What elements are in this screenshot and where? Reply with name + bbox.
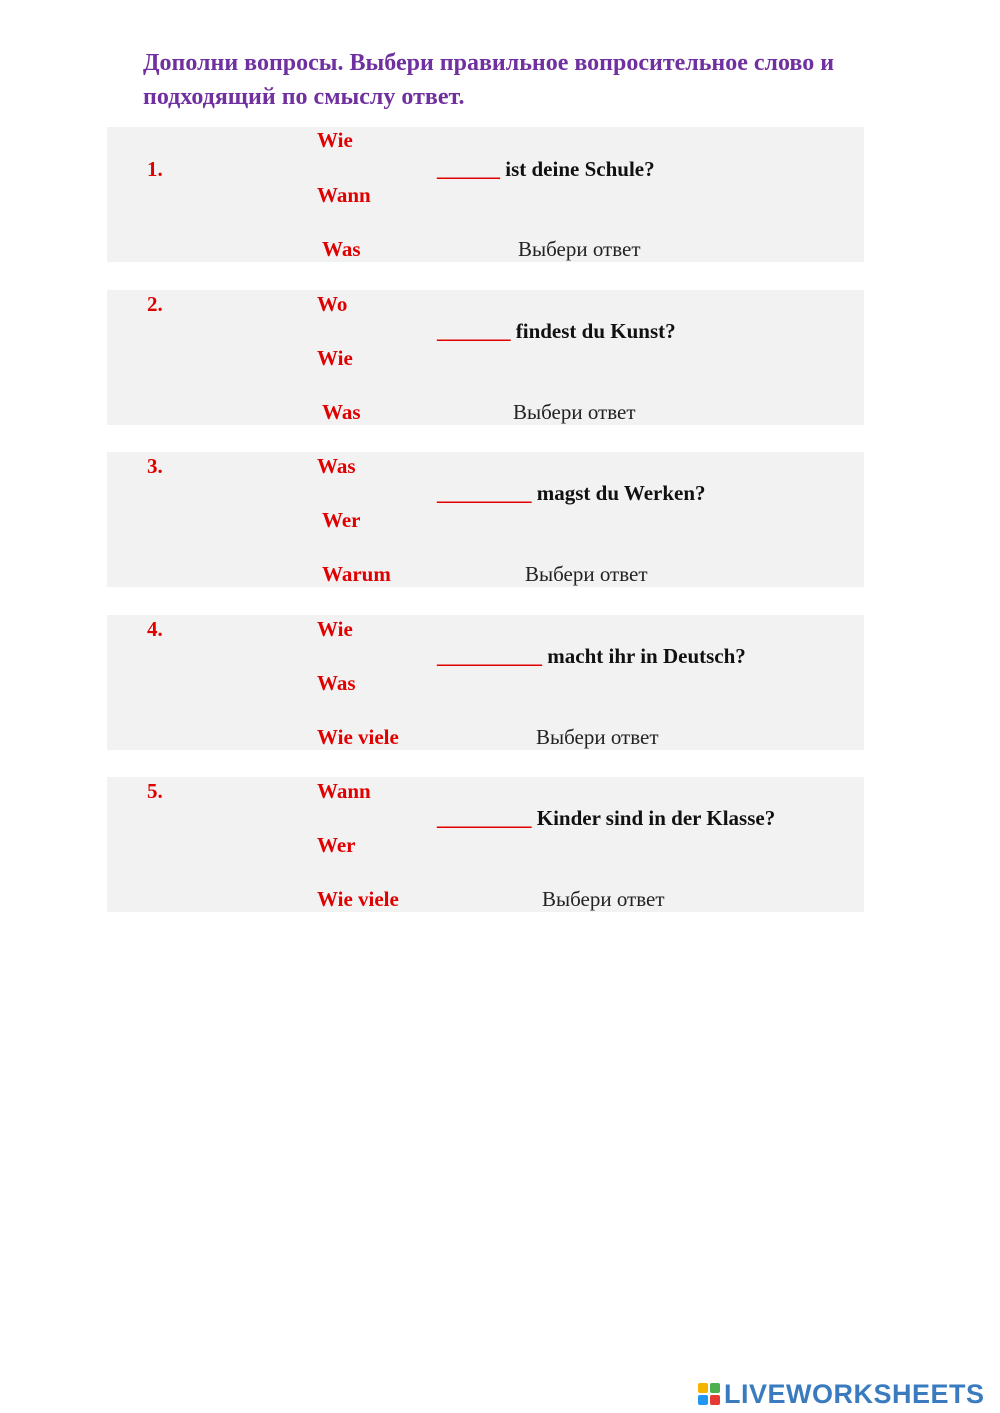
option-word[interactable]: Wer bbox=[317, 833, 356, 857]
question-text: ist deine Schule? bbox=[500, 157, 655, 181]
answer-blank[interactable]: _________ bbox=[437, 806, 532, 830]
option-word[interactable]: Was bbox=[322, 400, 361, 424]
instruction-text: Дополни вопросы. Выбери правильное вопросительное слово и подходящий по смыслу ответ. bbox=[143, 50, 835, 110]
logo-mark-icon bbox=[698, 1383, 720, 1405]
answer-dropdown[interactable]: Выбери ответ bbox=[518, 237, 641, 261]
option-word[interactable]: Wann bbox=[317, 779, 371, 803]
question-sentence bbox=[437, 319, 676, 344]
task-box bbox=[107, 615, 864, 750]
option-word[interactable]: Was bbox=[317, 671, 356, 695]
task-box bbox=[107, 290, 864, 425]
question-text: Kinder sind in der Klasse? bbox=[531, 806, 776, 830]
option-word[interactable]: Warum bbox=[322, 562, 391, 586]
answer-blank[interactable]: _________ bbox=[437, 481, 532, 505]
brand-name: LIVEWORKSHEETS bbox=[724, 1378, 985, 1409]
option-word[interactable]: Was bbox=[317, 454, 356, 478]
answer-blank[interactable]: __________ bbox=[437, 644, 542, 668]
task-box bbox=[107, 452, 864, 587]
option-word[interactable]: Was bbox=[322, 237, 361, 261]
option-word[interactable]: Wie viele bbox=[317, 887, 399, 911]
answer-dropdown[interactable]: Выбери ответ bbox=[513, 400, 636, 424]
option-word[interactable]: Wie bbox=[317, 128, 353, 152]
question-sentence bbox=[437, 806, 775, 831]
task-number: 1. bbox=[147, 157, 163, 181]
task-box bbox=[107, 127, 864, 262]
question-sentence bbox=[437, 481, 706, 506]
option-word[interactable]: Wie bbox=[317, 617, 353, 641]
task-number: 4. bbox=[147, 617, 163, 641]
question-sentence bbox=[437, 644, 746, 669]
answer-dropdown[interactable]: Выбери ответ bbox=[525, 562, 648, 586]
liveworksheets-logo bbox=[698, 1378, 985, 1410]
logo-square bbox=[710, 1395, 720, 1405]
logo-square bbox=[698, 1395, 708, 1405]
answer-blank[interactable]: _______ bbox=[437, 319, 511, 343]
option-word[interactable]: Wer bbox=[322, 508, 361, 532]
option-word[interactable]: Wo bbox=[317, 292, 348, 316]
option-word[interactable]: Wie bbox=[317, 346, 353, 370]
task-box bbox=[107, 777, 864, 912]
answer-dropdown[interactable]: Выбери ответ bbox=[542, 887, 665, 911]
task-number: 2. bbox=[147, 292, 163, 316]
task-number: 5. bbox=[147, 779, 163, 803]
question-text: findest du Kunst? bbox=[510, 319, 676, 343]
option-word[interactable]: Wann bbox=[317, 183, 371, 207]
option-word[interactable]: Wie viele bbox=[317, 725, 399, 749]
task-number: 3. bbox=[147, 454, 163, 478]
answer-dropdown[interactable]: Выбери ответ bbox=[536, 725, 659, 749]
logo-square bbox=[710, 1383, 720, 1393]
logo-square bbox=[698, 1383, 708, 1393]
question-text: magst du Werken? bbox=[531, 481, 706, 505]
question-sentence bbox=[437, 157, 655, 182]
answer-blank[interactable]: ______ bbox=[437, 157, 500, 181]
question-text: macht ihr in Deutsch? bbox=[542, 644, 746, 668]
